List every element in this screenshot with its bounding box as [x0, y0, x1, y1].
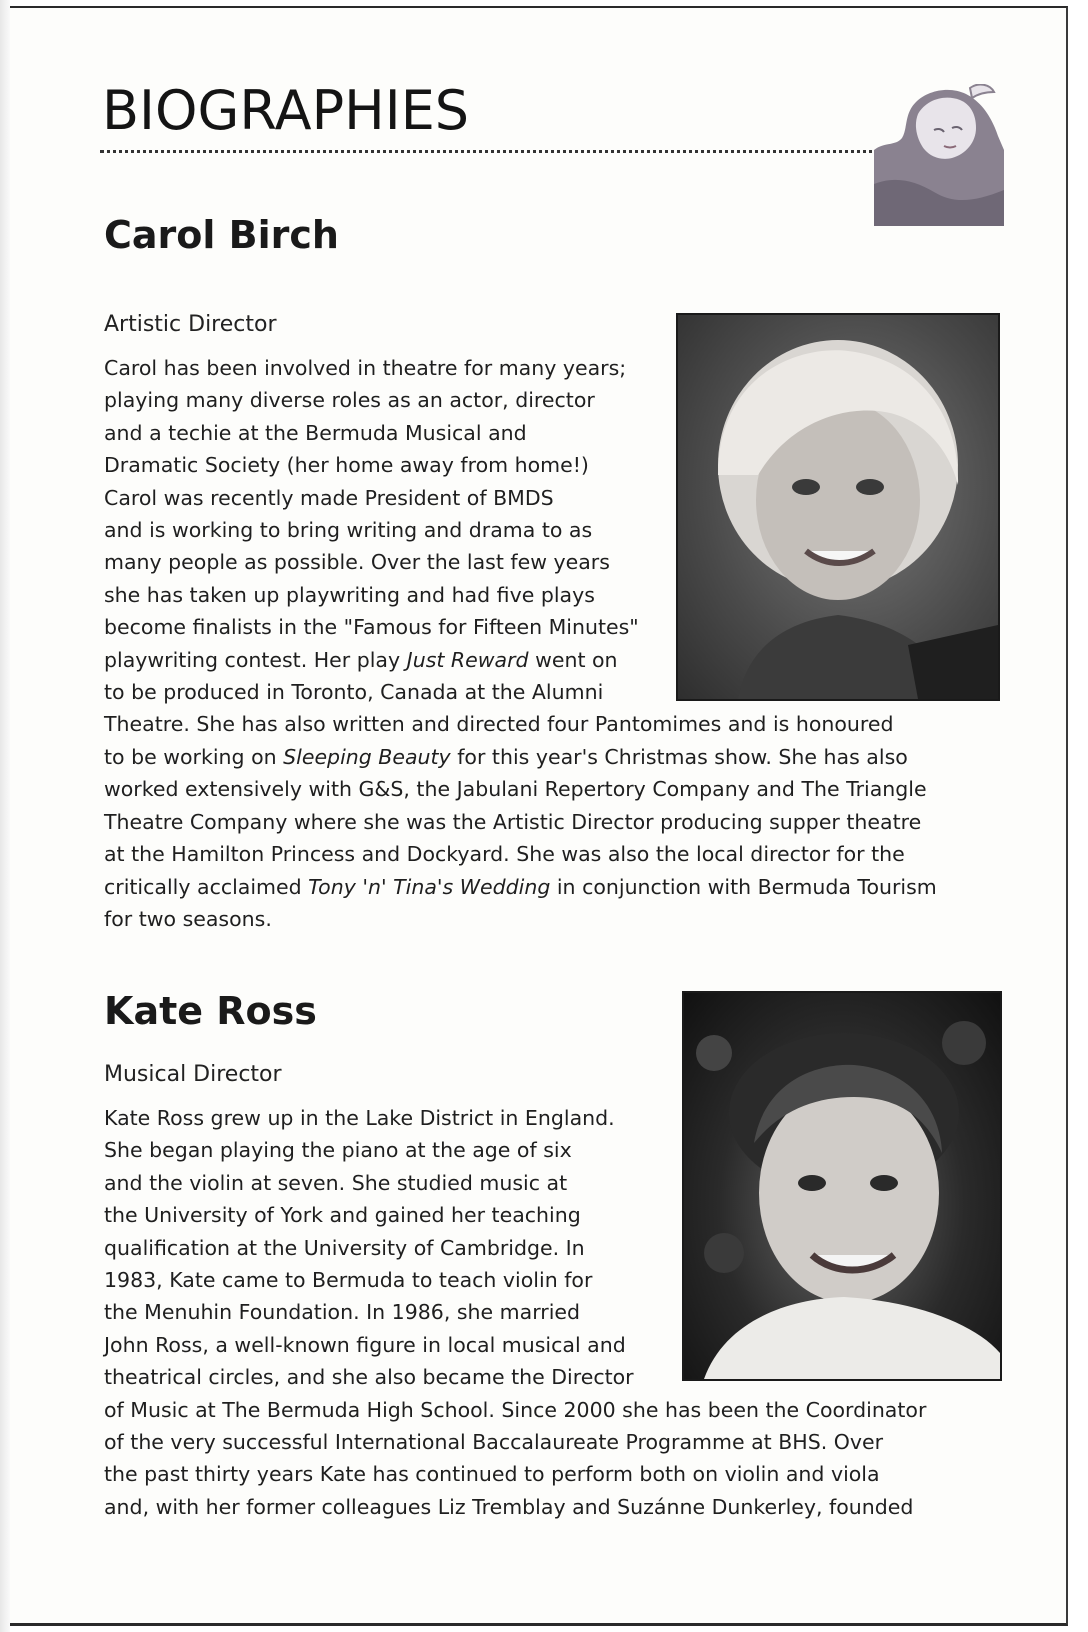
- bio-text-segment: of the very successful International Baccalaureate Programme at BHS. Over: [104, 1430, 884, 1455]
- bio-text-segment: She began playing the piano at the age of six: [104, 1138, 572, 1163]
- bio-line: [104, 708, 937, 740]
- bio-text-segment: theatrical circles, and she also became the Director: [104, 1365, 634, 1390]
- bio-italic-title: Tony 'n' Tina's Wedding: [308, 874, 551, 899]
- bio-text-segment: for two seasons.: [104, 906, 272, 931]
- bio-line: [104, 806, 937, 838]
- bio-text-segment: and a techie at the Bermuda Musical and: [104, 420, 527, 445]
- page-binding-shadow: [0, 0, 10, 1632]
- photo-kate-ross: [682, 991, 1002, 1381]
- bio-line: [104, 1491, 926, 1523]
- bio-line: [104, 838, 937, 870]
- bio-text-segment: critically acclaimed: [104, 874, 309, 899]
- bio-text-segment: of Music at The Bermuda High School. Since 2000 she has been the Coordinator: [104, 1397, 927, 1422]
- page-title: BIOGRAPHIES: [102, 79, 470, 142]
- bio-text-segment: the past thirty years Kate has continued to perform both on violin and viola: [104, 1462, 880, 1487]
- bio-text-segment: to be working on: [104, 744, 284, 769]
- bio-role-carol-birch: Artistic Director: [104, 312, 277, 337]
- bio-text-segment: Dramatic Society (her home away from home!): [104, 453, 589, 478]
- bio-text-segment: playwriting contest. Her play: [104, 647, 407, 672]
- bio-text-segment: playing many diverse roles as an actor, director: [104, 388, 595, 413]
- bio-text-segment: the Menuhin Foundation. In 1986, she married: [104, 1300, 581, 1325]
- bio-text-segment: she has taken up playwriting and had five plays: [104, 582, 595, 607]
- title-dotted-rule: [100, 150, 880, 153]
- bio-line: [104, 903, 937, 935]
- bio-line: [104, 871, 937, 903]
- bio-text-segment: for this year's Christmas show. She has also: [450, 744, 908, 769]
- bio-text-segment: Carol was recently made President of BMDS: [104, 485, 554, 510]
- bio-text-segment: in conjunction with Bermuda Tourism: [550, 874, 937, 899]
- bio-text-segment: and the violin at seven. She studied music at: [104, 1170, 568, 1195]
- bio-text-segment: 1983, Kate came to Bermuda to teach violin for: [104, 1268, 593, 1293]
- bio-text-segment: at the Hamilton Princess and Dockyard. She was also the local director for the: [104, 842, 905, 867]
- bio-text-segment: Kate Ross grew up in the Lake District in England.: [104, 1106, 615, 1130]
- bio-text-segment: Theatre. She has also written and directed four Pantomimes and is honoured: [104, 712, 894, 737]
- bio-line: [104, 773, 937, 805]
- bio-text-segment: the University of York and gained her teaching: [104, 1203, 581, 1228]
- bio-text-segment: John Ross, a well-known figure in local musical and: [104, 1332, 626, 1357]
- bio-text-segment: qualification at the University of Cambridge. In: [104, 1235, 585, 1260]
- bio-text-segment: many people as possible. Over the last few years: [104, 550, 610, 575]
- bio-role-kate-ross: Musical Director: [104, 1062, 282, 1087]
- bio-italic-title: Sleeping Beauty: [283, 744, 451, 769]
- bio-line: [104, 1394, 926, 1426]
- bio-name-kate-ross: Kate Ross: [104, 989, 317, 1033]
- bio-text-segment: and, with her former colleagues Liz Tremblay and Suzánne Dunkerley, founded: [104, 1494, 914, 1519]
- bio-text-segment: Theatre Company where she was the Artistic Director producing supper theatre: [104, 809, 922, 834]
- sleeping-beauty-illustration: [874, 84, 1004, 226]
- bio-italic-title: Just Reward: [406, 647, 529, 672]
- portrait-illustration: [684, 993, 1000, 1379]
- photo-carol-birch: [676, 313, 1000, 701]
- bio-text-segment: went on: [528, 647, 618, 672]
- bio-text-segment: to be produced in Toronto, Canada at the Alumni: [104, 680, 604, 705]
- bio-line: [104, 1426, 926, 1458]
- bio-name-carol-birch: Carol Birch: [104, 213, 339, 257]
- bio-line: [104, 741, 937, 773]
- bio-text-segment: Carol has been involved in theatre for many years;: [104, 356, 627, 380]
- bio-line: [104, 1458, 926, 1490]
- bio-text-segment: worked extensively with G&S, the Jabulani Repertory Company and The Triangle: [104, 777, 927, 802]
- portrait-illustration: [678, 315, 998, 699]
- bio-text-segment: and is working to bring writing and drama to as: [104, 518, 593, 543]
- bio-text-segment: become finalists in the "Famous for Fifteen Minutes": [104, 615, 639, 640]
